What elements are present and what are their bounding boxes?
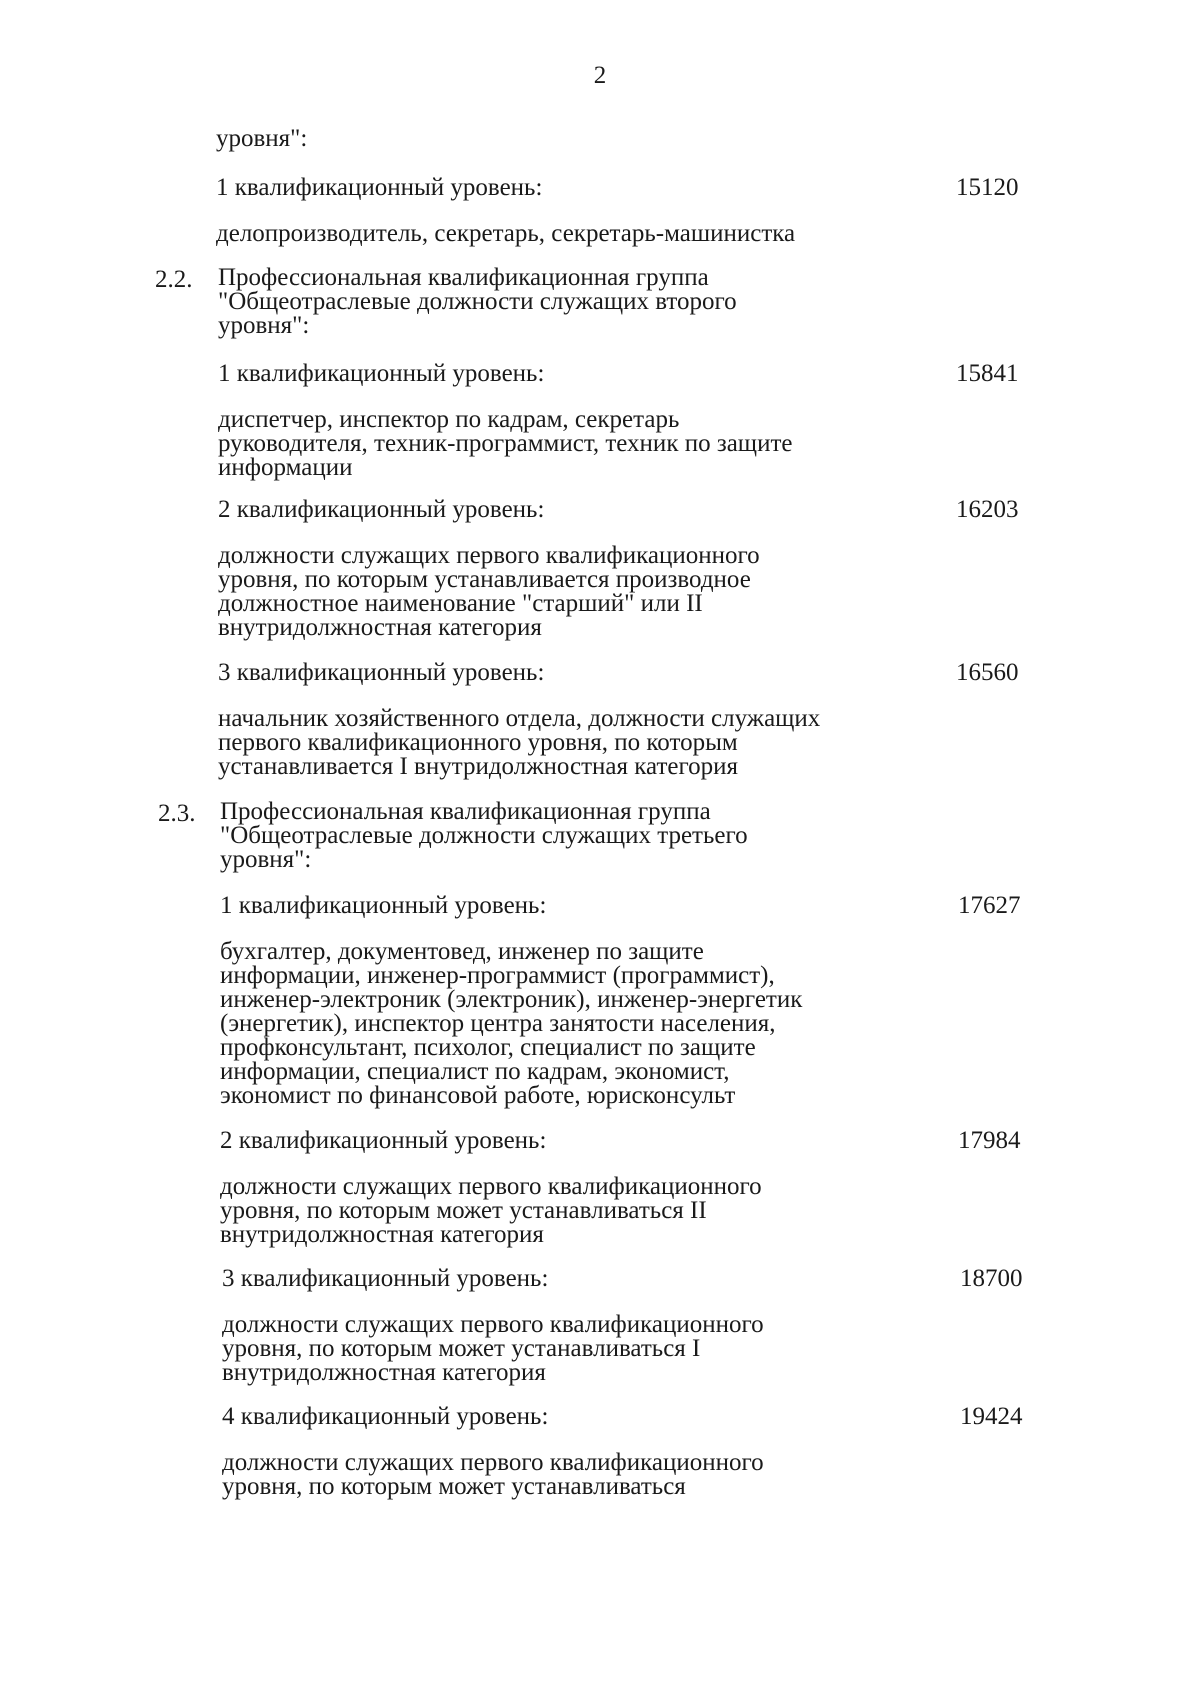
level-label: 1 квалификационный уровень:: [218, 360, 545, 387]
level-label: 2 квалификационный уровень:: [218, 496, 545, 523]
level-label: 2 квалификационный уровень:: [220, 1127, 547, 1154]
level-label: 1 квалификационный уровень:: [216, 174, 543, 201]
page-number: 2: [593, 62, 607, 89]
positions-list: должности служащих первого квалификационного уровня, по которым устанавливается производное должностное наименование "старший" или II внутридолжностная категория: [218, 542, 760, 641]
positions-list: должности служащих первого квалификационного уровня, по которым может устанавливаться II внутридолжностная категория: [220, 1173, 762, 1248]
salary-amount: 18700: [960, 1265, 1023, 1292]
salary-amount: 16560: [956, 659, 1019, 686]
positions-list: диспетчер, инспектор по кадрам, секретарь руководителя, техник-программист, техник по защите информации: [218, 406, 793, 481]
positions-list: начальник хозяйственного отдела, должности служащих первого квалификационного уровня, по которым устанавливается I внутридолжностная категория: [218, 705, 821, 780]
salary-amount: 16203: [956, 496, 1019, 523]
group-title: Профессиональная квалификационная группа "Общеотраслевые должности служащих второго уровня":: [218, 264, 737, 339]
positions-list: должности служащих первого квалификационного уровня, по которым может устанавливаться I внутридолжностная категория: [222, 1311, 764, 1386]
salary-amount: 15120: [956, 174, 1019, 201]
positions-list: бухгалтер, документовед, инженер по защите информации, инженер-программист (программист), инженер-электроник (электроник), инженер-энергетик (энергетик), инспектор центра занятости населения, профконсультант, психолог, специалист по защите информации, специалист по кадрам, экономист, экономист по финансовой работе, юрисконсульт: [220, 938, 803, 1109]
level-label: 1 квалификационный уровень:: [220, 892, 547, 919]
positions-list: должности служащих первого квалификационного уровня, по которым может устанавливаться: [222, 1449, 764, 1500]
level-label: 3 квалификационный уровень:: [222, 1265, 549, 1292]
group-title: Профессиональная квалификационная группа "Общеотраслевые должности служащих третьего уровня":: [220, 798, 748, 873]
intro-title-tail: уровня":: [216, 125, 308, 152]
positions-list: делопроизводитель, секретарь, секретарь-машинистка: [216, 220, 796, 247]
salary-amount: 15841: [956, 360, 1019, 387]
section-number: 2.3.: [158, 800, 196, 827]
level-label: 4 квалификационный уровень:: [222, 1403, 549, 1430]
salary-amount: 17627: [958, 892, 1021, 919]
salary-amount: 17984: [958, 1127, 1021, 1154]
salary-amount: 19424: [960, 1403, 1023, 1430]
level-label: 3 квалификационный уровень:: [218, 659, 545, 686]
section-number: 2.2.: [155, 266, 193, 293]
